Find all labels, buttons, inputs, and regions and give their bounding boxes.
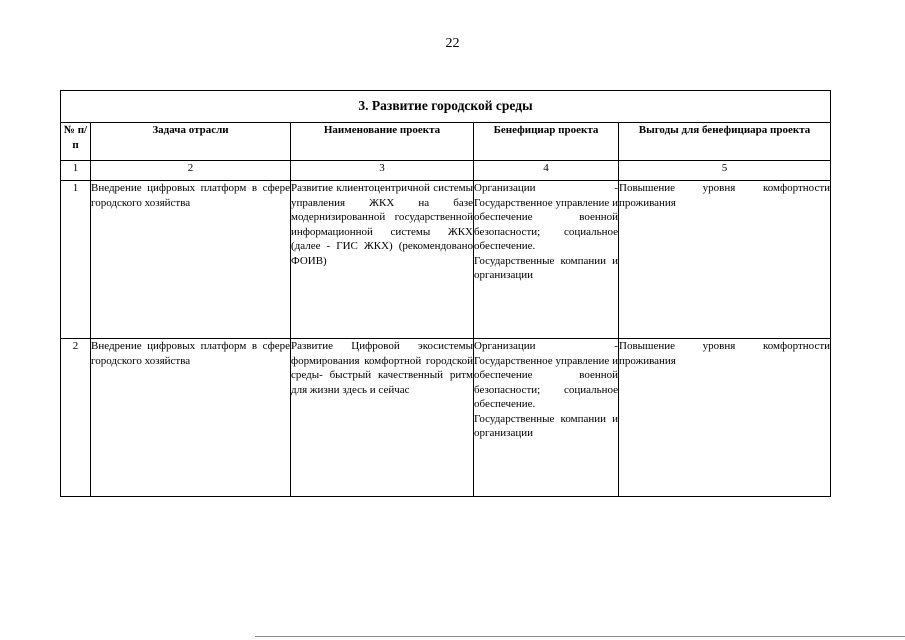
project-cell: Развитие Цифровой экосистемы формирования комфортной городской среды- быстрый качественный ритм для жизни здесь и сейчас (291, 339, 474, 497)
scan-edge-line (255, 636, 905, 637)
section-title-row (61, 91, 831, 123)
beneficiary-cell: Организации - Государственное управление и обеспечение военной безопасности; социальное обеспечение. Государственные компании и организации (474, 339, 619, 497)
task-cell: Внедрение цифровых платформ в сфере городского хозяйства (91, 181, 291, 339)
column-number: 3 (291, 161, 474, 181)
projects-table (60, 90, 831, 497)
project-cell: Развитие клиентоцентричной системы управления ЖКХ на базе модернизированной государственной информационной системы ЖКХ (далее - ГИС ЖКХ) (рекомендовано ФОИВ) (291, 181, 474, 339)
table-row (61, 181, 831, 339)
column-number: 2 (91, 161, 291, 181)
section-title: 3. Развитие городской среды (61, 91, 831, 123)
column-number: 4 (474, 161, 619, 181)
benefits-cell: Повышение уровня комфортности проживания (619, 181, 831, 339)
header-benefits: Выгоды для бенефициара проекта (619, 123, 831, 161)
row-number: 1 (61, 181, 91, 339)
header-project: Наименование проекта (291, 123, 474, 161)
benefits-cell: Повышение уровня комфортности проживания (619, 339, 831, 497)
column-number: 5 (619, 161, 831, 181)
row-number: 2 (61, 339, 91, 497)
beneficiary-cell: Организации - Государственное управление и обеспечение военной безопасности; социальное обеспечение. Государственные компании и организации (474, 181, 619, 339)
task-cell: Внедрение цифровых платформ в сфере городского хозяйства (91, 339, 291, 497)
header-beneficiary: Бенефициар проекта (474, 123, 619, 161)
header-row (61, 123, 831, 161)
page-number: 22 (445, 36, 460, 51)
table-row (61, 339, 831, 497)
header-num: № п/п (61, 123, 91, 161)
column-number: 1 (61, 161, 91, 181)
header-task: Задача отрасли (91, 123, 291, 161)
column-number-row (61, 161, 831, 181)
